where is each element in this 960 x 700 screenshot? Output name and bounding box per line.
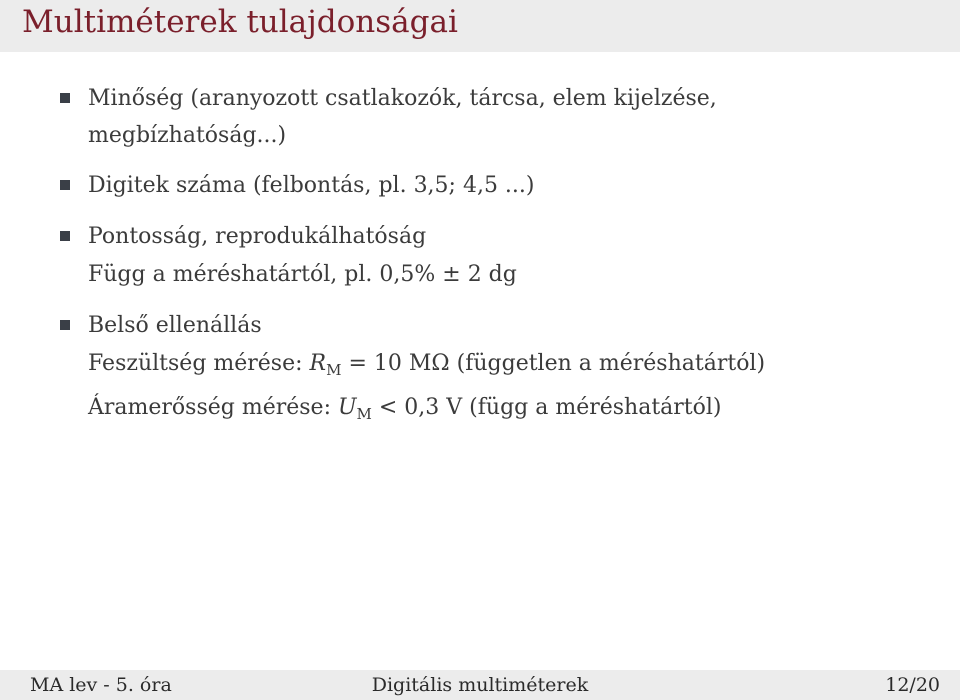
square-bullet-icon xyxy=(60,93,70,103)
list-item-text: Minőség (aranyozott csatlakozók, tárcsa, elem kijelzése, xyxy=(88,86,717,111)
voltage-measurement-line xyxy=(88,345,960,389)
list-item-text: Pontosság, reprodukálhatóság xyxy=(88,224,427,249)
current-suffix: < 0,3 V (függ a méréshatártól) xyxy=(371,395,722,420)
bullet-list xyxy=(0,80,960,446)
voltage-prefix: Feszültség mérése: xyxy=(88,351,310,376)
footer-course-name: MA lev - 5. óra xyxy=(30,674,172,696)
footer-section-title: Digitális multiméterek xyxy=(371,674,589,696)
list-item-text: megbízhatóság...) xyxy=(88,123,287,148)
voltage-suffix: = 10 MΩ (független a méréshatártól) xyxy=(341,351,766,376)
list-item xyxy=(0,218,960,294)
square-bullet-icon xyxy=(60,320,70,330)
list-item-text: Belső ellenállás xyxy=(88,313,262,338)
list-item-text: Digitek száma (felbontás, pl. 3,5; 4,5 ...) xyxy=(88,173,535,198)
voltage-symbol: U xyxy=(337,395,357,420)
resistance-symbol: R xyxy=(309,351,327,376)
voltage-subscript: M xyxy=(356,405,372,423)
footer-bar xyxy=(0,670,960,700)
current-prefix: Áramerősség mérése: xyxy=(88,395,338,420)
current-measurement-line xyxy=(88,389,960,433)
page-title: Multiméterek tulajdonságai xyxy=(22,4,458,40)
list-item xyxy=(0,167,960,205)
square-bullet-icon xyxy=(60,231,70,241)
square-bullet-icon xyxy=(60,180,70,190)
page-number: 12/20 xyxy=(885,674,940,696)
list-item xyxy=(0,307,960,433)
resistance-subscript: M xyxy=(326,361,342,379)
list-item xyxy=(0,80,960,154)
list-item-text: Függ a méréshatártól, pl. 0,5% ± 2 dg xyxy=(88,262,517,287)
title-bar xyxy=(0,0,960,52)
